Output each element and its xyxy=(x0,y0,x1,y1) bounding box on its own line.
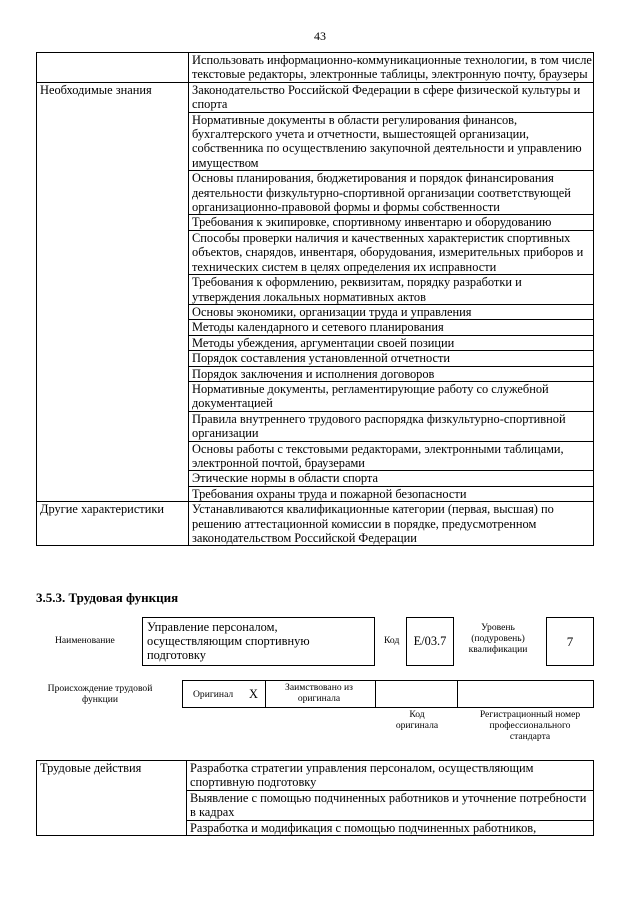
function-name: Управление персоналом, осуществляющим спортивную подготовку xyxy=(147,620,310,662)
borrowed-label: Заимствовано из оригинала xyxy=(285,682,353,704)
code-original-label: Код оригинала xyxy=(395,709,439,731)
level-box xyxy=(546,617,594,666)
level-label: Уровень (подуровень) квалификации xyxy=(468,622,528,655)
row-item: Основы экономики, организации труда и управления xyxy=(189,304,594,319)
origin-divider-3 xyxy=(457,681,458,707)
row-item: Нормативные документы, регламентирующие работу со служебной документацией xyxy=(189,381,594,411)
labor-actions-table xyxy=(36,760,594,836)
row-label xyxy=(37,53,189,83)
name-label: Наименование xyxy=(55,635,115,646)
row-item: Правила внутреннего трудового распорядка физкультурно-спортивной организации xyxy=(189,411,594,441)
row-label: Необходимые знания xyxy=(37,82,189,501)
row-item: Методы календарного и сетевого планирования xyxy=(189,320,594,335)
table-row xyxy=(37,502,594,546)
origin-label: Происхождение трудовой функции xyxy=(47,683,153,705)
row-item: Требования охраны труда и пожарной безопасности xyxy=(189,486,594,501)
row-item: Способы проверки наличия и качественных характеристик спортивных объектов, снарядов, инвентаря, оборудования, измерительных приборов и технических систем в целях определения их исправности xyxy=(189,230,594,274)
section-title: 3.5.3. Трудовая функция xyxy=(36,590,179,605)
level-value: 7 xyxy=(566,634,574,649)
code-value: E/03.7 xyxy=(413,634,447,648)
table-row xyxy=(37,53,594,83)
labor-actions-label: Трудовые действия xyxy=(37,761,187,836)
labor-action-item: Разработка и модификация с помощью подчиненных работников, xyxy=(187,820,594,835)
reg-number-label: Регистрационный номер профессионального стандарта xyxy=(479,709,581,742)
row-item: Устанавливаются квалификационные категории (первая, высшая) по решению аттестационной комиссии в порядке, предусмотренном законодательством Российской Федерации xyxy=(189,502,594,546)
row-item: Основы работы с текстовыми редакторами, электронными таблицами, электронной почтой, браузерами xyxy=(189,441,594,471)
labor-action-item: Разработка стратегии управления персоналом, осуществляющим спортивную подготовку xyxy=(187,761,594,791)
row-item: Нормативные документы в области регулирования финансов, бухгалтерского учета и отчетности, вышестоящей организации, собственника по осуществлению закупочной деятельности и управлению имуществом xyxy=(189,112,594,171)
row-item: Методы убеждения, аргументации своей позиции xyxy=(189,335,594,350)
origin-table xyxy=(182,680,594,708)
row-item: Требования к экипировке, спортивному инвентарю и оборудованию xyxy=(189,215,594,230)
table-row xyxy=(37,761,594,791)
origin-divider-1 xyxy=(265,681,266,707)
origin-divider-2 xyxy=(375,681,376,707)
original-label: Оригинал xyxy=(193,689,234,700)
row-item: Этические нормы в области спорта xyxy=(189,471,594,486)
row-item: Основы планирования, бюджетирования и порядок финансирования деятельности физкультурно-спортивной организации соответствующей организационно-правовой формы и формы собственности xyxy=(189,171,594,215)
labor-action-item: Выявление с помощью подчиненных работников и уточнение потребности в кадрах xyxy=(187,790,594,820)
row-item: Требования к оформлению, реквизитам, порядку разработки и утверждения локальных нормативных актов xyxy=(189,275,594,305)
requirements-table xyxy=(36,52,594,546)
row-item: Порядок заключения и исполнения договоров xyxy=(189,366,594,381)
row-item: Порядок составления установленной отчетности xyxy=(189,351,594,366)
table-row xyxy=(37,82,594,112)
row-item: Законодательство Российской Федерации в сфере физической культуры и спорта xyxy=(189,82,594,112)
page-number: 43 xyxy=(314,29,326,43)
row-item: Использовать информационно-коммуникационные технологии, в том числе текстовые редакторы, электронные таблицы, электронную почту, браузеры xyxy=(189,53,594,83)
code-label: Код xyxy=(384,635,400,646)
function-name-box xyxy=(142,617,375,666)
row-label: Другие характеристики xyxy=(37,502,189,546)
original-mark: X xyxy=(249,687,258,701)
code-box xyxy=(406,617,454,666)
